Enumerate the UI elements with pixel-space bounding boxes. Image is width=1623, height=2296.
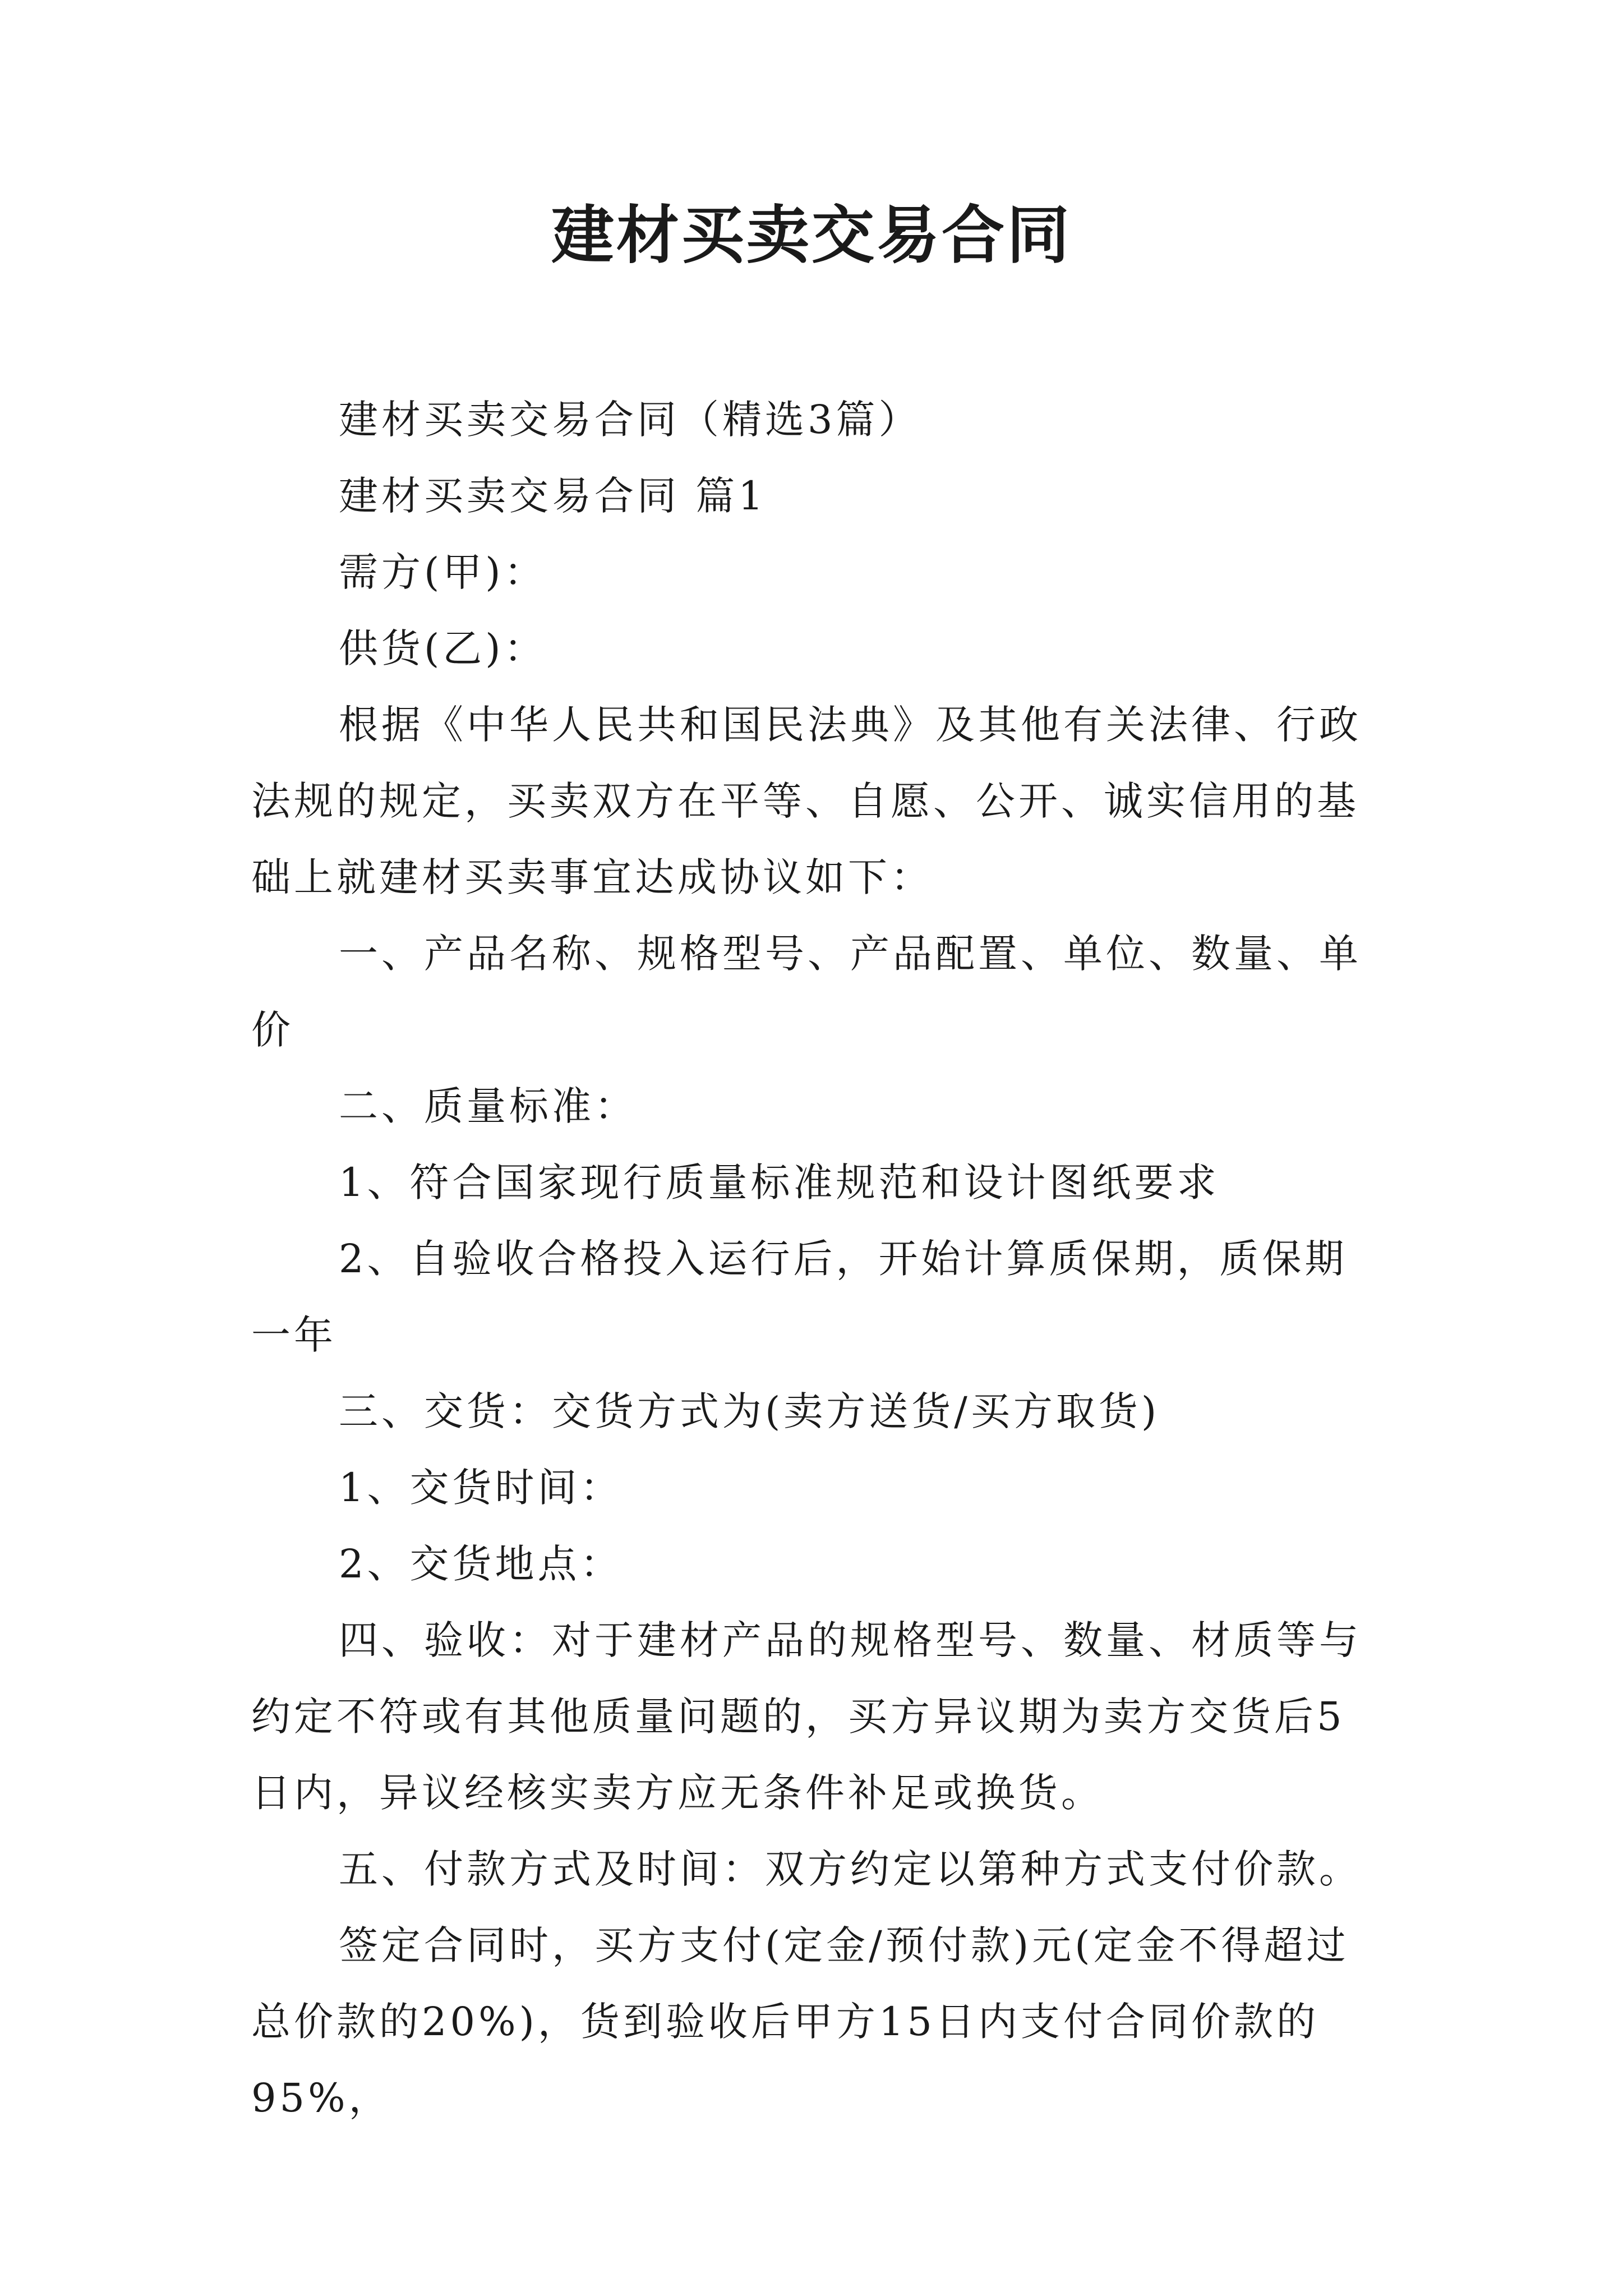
paragraph: 1、符合国家现行质量标准规范和设计图纸要求 [339, 1159, 1220, 1205]
paragraph: 建材买卖交易合同 篇1 [339, 473, 767, 519]
paragraph: 四、验收：对于建材产品的规格型号、数量、材质等与约定不符或有其他质量问题的，买方异议期为卖方交货后5日内，异议经核实卖方应无条件补足或换货。 [251, 1617, 1362, 1816]
paragraph: 建材买卖交易合同（精选3篇） [339, 397, 921, 443]
paragraph: 2、交货地点： [339, 1541, 623, 1587]
paragraph: 三、交货：交货方式为(卖方送货/买方取货) [339, 1388, 1160, 1434]
document-body [251, 381, 1378, 2136]
document-title: 建材买卖交易合同 [551, 199, 1072, 272]
paragraph: 一、产品名称、规格型号、产品配置、单位、数量、单价 [251, 931, 1362, 1053]
paragraph: 需方(甲)： [339, 549, 547, 595]
paragraph: 1、交货时间： [339, 1465, 623, 1511]
paragraph: 五、付款方式及时间：双方约定以第种方式支付价款。 [339, 1846, 1362, 1892]
paragraph: 签定合同时，买方支付(定金/预付款)元(定金不得超过总价款的20%)，货到验收后甲方15日内支付合同价款的95%， [251, 1922, 1349, 2121]
paragraph: 供货(乙)： [339, 625, 547, 671]
paragraph: 2、自验收合格投入运行后，开始计算质保期，质保期一年 [251, 1236, 1348, 1358]
paragraph: 根据《中华人民共和国民法典》及其他有关法律、行政法规的规定，买卖双方在平等、自愿、公开、诚实信用的基础上就建材买卖事宜达成协议如下： [251, 702, 1362, 900]
paragraph: 二、质量标准： [339, 1083, 637, 1129]
